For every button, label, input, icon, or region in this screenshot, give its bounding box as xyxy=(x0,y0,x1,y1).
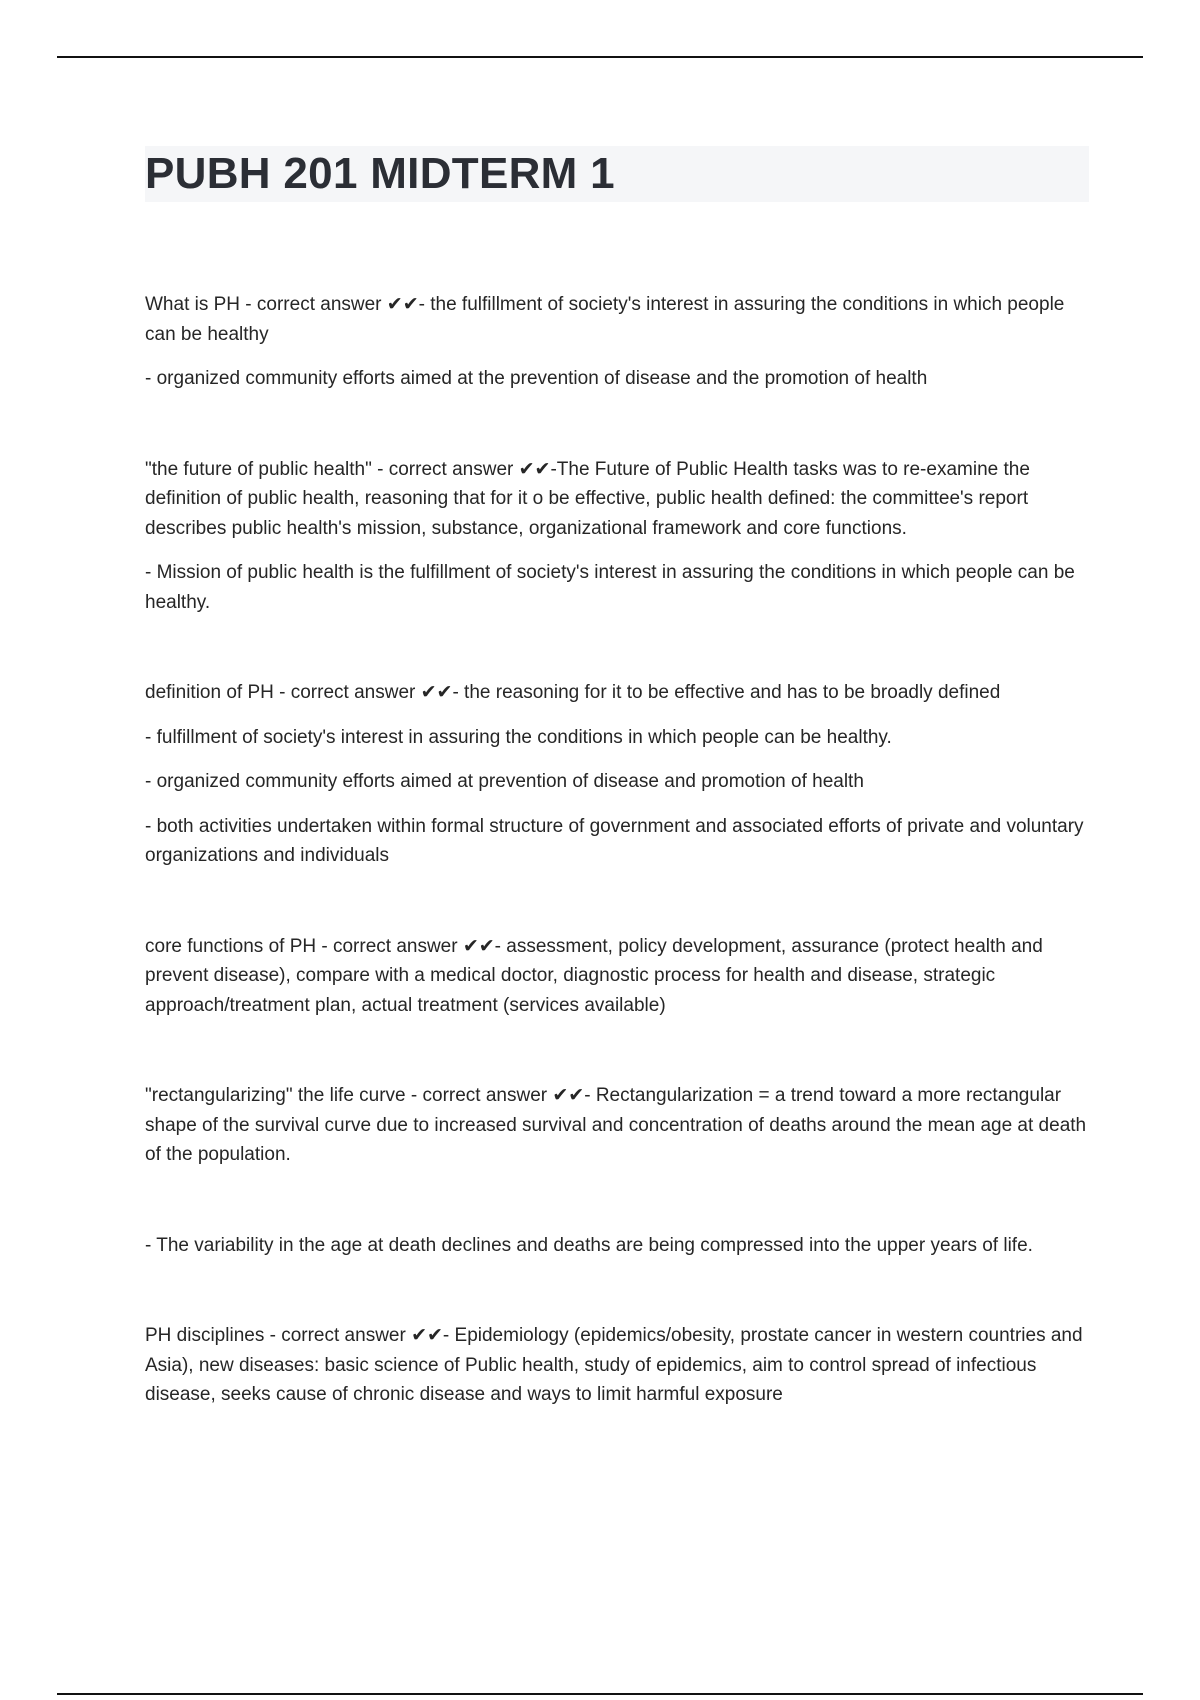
entry-point: - organized community efforts aimed at prevention of disease and promotion of health xyxy=(145,771,864,792)
document-body xyxy=(145,290,1090,1410)
entry-question: "the future of public health" - correct answer ✔✔-The Future of Public Health tasks was to re-examine the definition of public health, reasoning that for it o be effective, public health defined: the committee's report describes public health's mission, substance, organizational framework and core functions. xyxy=(145,458,1030,539)
entry-point: - organized community efforts aimed at the prevention of disease and the promotion of health xyxy=(145,368,928,389)
bottom-divider xyxy=(57,1693,1143,1695)
entry-point: - fulfillment of society's interest in assuring the conditions in which people can be healthy. xyxy=(145,726,892,748)
page-title: PUBH 201 MIDTERM 1 xyxy=(145,149,615,198)
entry-question: What is PH - correct answer ✔✔- the fulfillment of society's interest in assuring the conditions in which people can be healthy xyxy=(145,294,1065,345)
entry-point: - both activities undertaken within formal structure of government and associated efforts of private and voluntary organizations and individuals xyxy=(145,815,1084,866)
entry-question: definition of PH - correct answer ✔✔- the reasoning for it to be effective and has to be broadly defined xyxy=(145,682,1001,703)
top-divider xyxy=(57,56,1143,58)
entry-question: "rectangularizing" the life curve - correct answer ✔✔- Rectangularization = a trend toward a more rectangular shape of the survival curve due to increased survival and concentration of deaths around the mean age at death of the population. xyxy=(145,1085,1087,1165)
entry-question: core functions of PH - correct answer ✔✔- assessment, policy development, assurance (protect health and prevent disease), compare with a medical doctor, diagnostic process for health and disease, strategic approach/treatment plan, actual treatment (services available) xyxy=(145,935,1043,1016)
entry-question: PH disciplines - correct answer ✔✔- Epidemiology (epidemics/obesity, prostate cancer in western countries and Asia), new diseases: basic science of Public health, study of epidemics, aim to control spread of infectious disease, seeks cause of chronic disease and ways to limit harmful exposure xyxy=(145,1325,1083,1405)
entry-point: - Mission of public health is the fulfillment of society's interest in assuring the conditions in which people can be healthy. xyxy=(145,562,1075,613)
entry-question: - The variability in the age at death declines and deaths are being compressed into the upper years of life. xyxy=(145,1234,1033,1256)
